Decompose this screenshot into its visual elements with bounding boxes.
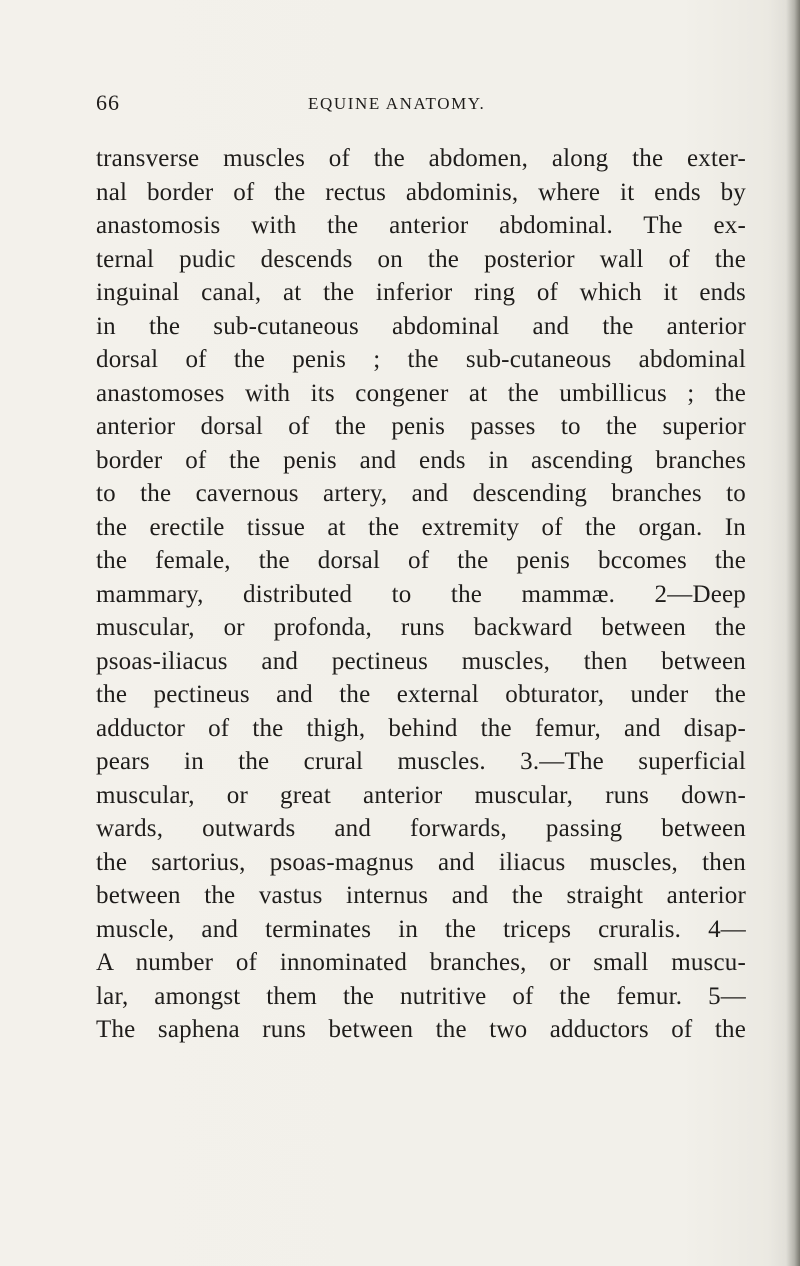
text-line: nal border of the rectus abdominis, where it ends by: [96, 178, 746, 206]
page-edge-shadow: [786, 0, 800, 1266]
text-line: between the vastus internus and the straight anterior: [96, 882, 746, 909]
text-line: the pectineus and the external obturator, under the: [96, 681, 746, 708]
text-line: psoas-iliacus and pectineus muscles, then between: [96, 647, 746, 675]
text-line: A number of innominated branches, or small muscu-: [96, 949, 746, 976]
text-line: dorsal of the penis ; the sub-cutaneous abdominal: [96, 346, 746, 373]
text-line: The saphena runs between the two adductors of the: [96, 1016, 746, 1043]
text-line: lar, amongst them the nutritive of the femur. 5—: [96, 982, 746, 1010]
page-header: [96, 90, 736, 122]
body-text: [96, 142, 746, 1047]
text-line: muscle, and terminates in the triceps cruralis. 4—: [96, 915, 746, 943]
text-line: anterior dorsal of the penis passes to the superior: [96, 413, 746, 440]
text-line: the sartorius, psoas-magnus and iliacus muscles, then: [96, 848, 746, 876]
text-line: the female, the dorsal of the penis bccomes the: [96, 547, 746, 574]
text-line: muscular, or profonda, runs backward between the: [96, 614, 746, 641]
text-line: ternal pudic descends on the posterior wall of the: [96, 245, 746, 273]
page-number: 66: [96, 90, 120, 115]
text-line: mammary, distributed to the mammæ. 2—Deep: [96, 580, 746, 608]
text-line: wards, outwards and forwards, passing between: [96, 815, 746, 842]
text-line: transverse muscles of the abdomen, along the exter-: [96, 145, 746, 172]
text-line: inguinal canal, at the inferior ring of which it ends: [96, 279, 746, 306]
text-line: anastomosis with the anterior abdominal. The ex-: [96, 212, 746, 239]
text-line: to the cavernous artery, and descending branches to: [96, 480, 746, 507]
text-line: pears in the crural muscles. 3.—The superficial: [96, 748, 746, 775]
text-line: border of the penis and ends in ascending branches: [96, 446, 746, 474]
text-line: anastomoses with its congener at the umbillicus ; the: [96, 379, 746, 407]
text-line: in the sub-cutaneous abdominal and the anterior: [96, 312, 746, 340]
running-head: EQUINE ANATOMY.: [308, 94, 486, 113]
text-line: muscular, or great anterior muscular, runs down-: [96, 781, 746, 809]
text-line: adductor of the thigh, behind the femur, and disap-: [96, 714, 746, 742]
text-line: the erectile tissue at the extremity of the organ. In: [96, 513, 746, 541]
